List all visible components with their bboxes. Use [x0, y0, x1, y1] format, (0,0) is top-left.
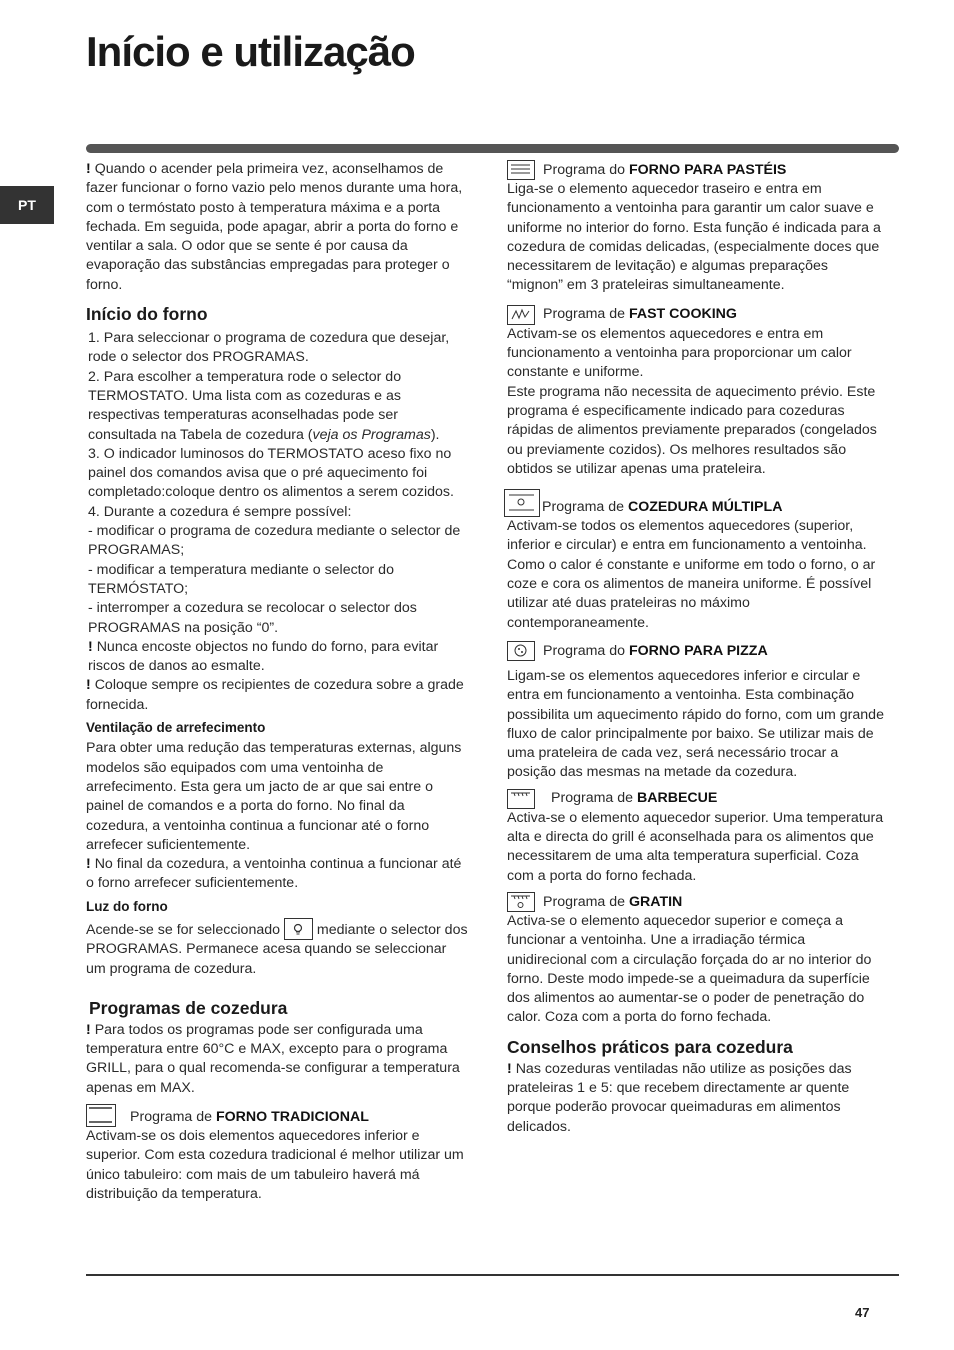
- step-4-option: - modificar a temperatura mediante o selector do TERMÓSTATO;: [88, 561, 394, 597]
- ventilation-heading: Ventilação de arrefecimento: [86, 720, 266, 736]
- program-pizza: Programa do FORNO PARA PIZZA: [507, 641, 887, 661]
- pastry-text: Liga-se o elemento aquecedor traseiro e entra em funcionamento a ventoinha para garantir um calor suave e uniforme no interior do forno. Esta função é indicada para a cozedura de comidas delicadas, (especialmente doces que necessitarem de levitação) e algumas preparações “mignon” em 3 prateleiras simultaneamente.: [507, 181, 881, 294]
- warning-grid: ! Coloque sempre os recipientes de cozedura sobre a grade fornecida.: [86, 677, 464, 713]
- program-pastry: Programa do FORNO PARA PASTÉIS: [507, 160, 887, 180]
- warning-enamel: ! Nunca encoste objectos no fundo do forno, para evitar riscos de danos ao esmalte.: [88, 638, 439, 675]
- bottom-divider: [86, 1274, 899, 1276]
- step-1: 1. Para seleccionar o programa de cozedura que desejar, rode o selector dos PROGRAMAS.: [88, 330, 450, 366]
- program-fast-cooking: Programa de FAST COOKING: [507, 305, 887, 325]
- step-4-option: - modificar o programa de cozedura mediante o selector de PROGRAMAS;: [88, 523, 461, 559]
- pizza-text: Ligam-se os elementos aquecedores inferior e circular e entra em funcionamento a ventoinha. Esta combinação possibilita um aquecimento rápido do forno, com um grande fluxo de calor principalmente por baixo. Se utilizar mais de uma prateleira de cada vez, será necessário trocar a posição das mesmas na metade da cozedura.: [507, 667, 884, 781]
- program-barbecue: Programa de BARBECUE: [507, 789, 887, 809]
- title-divider: [86, 144, 899, 153]
- step-4: 4. Durante a cozedura é sempre possível:: [88, 503, 352, 520]
- page-title: Início e utilização: [86, 28, 415, 75]
- traditional-text: Activam-se os dois elementos aquecedores inferior e superior. Com esta cozedura tradicional é melhor utilizar um único tabuleiro: com mais de um tabuleiro haverá má distribuição da temperatura.: [86, 1128, 464, 1202]
- page-number: 47: [855, 1305, 870, 1320]
- step-3: 3. O indicador luminosos do TERMOSTATO aceso fixo no painel dos comandos avisa que o pré aquecimento foi completado:coloque dentro os alimentos a serem cozidos.: [88, 445, 454, 501]
- program-gratin: Programa de GRATIN: [507, 892, 887, 912]
- step-2: 2. Para escolher a temperatura rode o selector do TERMOSTATO. Uma lista com as cozeduras e as respectivas temperaturas aconselhadas pode ser consultada na Tabela de cozedura (veja os Programas).: [88, 368, 440, 443]
- gratin-text: Activa-se o elemento aquecedor superior e começa a funcionar a ventoinha. Une a irradiação térmica unidirecional com a circulação forçada do ar no interior do forno. Deste modo impede-se a queimadura da superfície dos alimentos ao aumentar-se o poder de penetração do calor. Coza com a porta do forno fechada.: [507, 912, 872, 1026]
- pastry-oven-icon: [507, 160, 535, 180]
- left-column: [86, 160, 468, 1204]
- ventilation-warning: ! No final da cozedura, a ventoinha continua a funcionar até o forno arrefecer suficientemente.: [86, 856, 462, 892]
- intro-paragraph: ! Quando o acender pela primeira vez, aconselhamos de fazer funcionar o forno vazio pelo menos durante uma hora, com o termóstato posto à temperatura máxima e a porta fechada. Em seguida, pode apagar, abrir a porta do forno e ventilar a sala. O odor que se sente é por causa da evaporação das substâncias empregadas para proteger o forno.: [86, 161, 463, 293]
- multi-cooking-text: Activam-se todos os elementos aquecedores (superior, inferior e circular) e entra em funcionamento a ventoinha. Como o calor é constante e uniforme em todo o forno, o ar coze e cora os alimentos de maneira uniforme. É possível utilizar até duas prateleiras no máximo contemporaneamente.: [507, 518, 876, 631]
- light-text: Acende-se se for seleccionado mediante o selector dos PROGRAMAS. Permanece acesa quando se seleccionar um programa de cozedura.: [86, 918, 468, 979]
- right-column: [507, 160, 887, 1137]
- warning-mark: !: [86, 161, 91, 177]
- step-4-option: - interromper a cozedura se recolocar o selector dos PROGRAMAS na posição “0”.: [88, 600, 417, 636]
- program-traditional: Programa de FORNO TRADICIONAL: [86, 1104, 468, 1127]
- programs-text: ! Para todos os programas pode ser configurada uma temperatura entre 60°C e MAX, excepto para o programa GRILL, para o qual recomenda-se configurar a temperatura apenas em MAX.: [86, 1021, 460, 1096]
- ventilation-text: Para obter uma redução das temperaturas externas, alguns modelos são equipados com uma ventoinha de arrefecimento. Esta gera um jacto de ar que sai entre o painel de comandos e a porta do forno. No final da cozedura, a ventoinha continua a funcionar até o forno arrefecer suficientemente.: [86, 740, 462, 853]
- fast-cooking-icon: [507, 305, 535, 325]
- fast-cooking-text-2: Este programa não necessita de aquecimento prévio. Este programa é especificamente indicado para cozeduras rápidas de alimentos previamente preparados (congelados ou previamente cozidos). Os melhores resultados são obtidos se utilizar apenas uma prateleira.: [507, 383, 877, 477]
- gratin-icon: [507, 892, 535, 912]
- light-heading: Luz do forno: [86, 898, 168, 914]
- tips-text: ! Nas cozeduras ventiladas não utilize as posições das prateleiras 1 e 5: que recebem directamente ar quente porque poderão provocar queimaduras em alimentos delicados.: [507, 1060, 852, 1135]
- tips-heading: Conselhos práticos para cozedura: [507, 1036, 793, 1057]
- start-steps: [86, 329, 468, 676]
- multi-cooking-icon: [504, 489, 540, 517]
- pizza-oven-icon: [507, 641, 535, 661]
- language-tab: PT: [0, 186, 54, 224]
- barbecue-icon: [507, 789, 535, 809]
- barbecue-text: Activa-se o elemento aquecedor superior. Uma temperatura alta e directa do grill é aconselhada para os alimentos que necessitarem de uma alta temperatura superficial. Coza com a porta do forno fechada.: [507, 809, 884, 884]
- fast-cooking-text-1: Activam-se os elementos aquecedores e entra em funcionamento a ventoinha para proporcionar um calor constante e uniforme.: [507, 325, 852, 381]
- programs-heading: Programas de cozedura: [89, 997, 288, 1018]
- program-multi: Programa de COZEDURA MÚLTIPLA: [504, 489, 887, 517]
- traditional-oven-icon: [86, 1104, 116, 1127]
- start-heading: Início do forno: [86, 304, 208, 325]
- oven-light-icon: [284, 918, 313, 940]
